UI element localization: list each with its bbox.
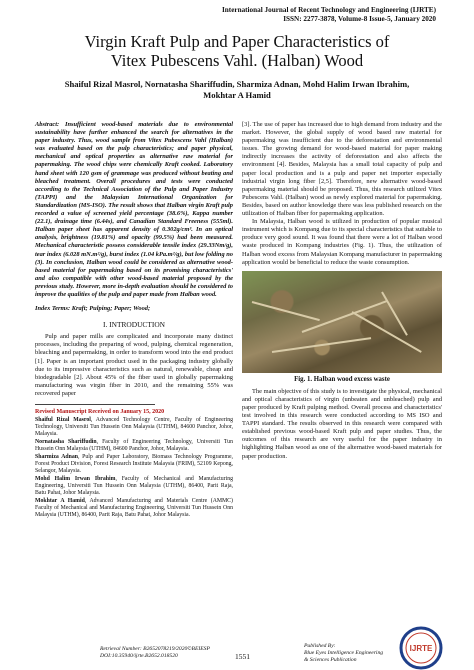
affiliation-item xyxy=(35,498,233,519)
paper-title xyxy=(30,32,444,70)
paper-title-line-1: Virgin Kraft Pulp and Paper Characteristics of xyxy=(84,32,390,51)
paper-title-line-2: Vitex Pubescens Vahl. (Halban) Wood xyxy=(110,51,364,70)
wood-branch xyxy=(252,301,320,321)
abstract-label: Abstract: xyxy=(35,121,60,128)
affiliation-list xyxy=(35,417,233,519)
right-paragraph-1: [3]. The use of paper has increased due to high demand from industry and the market. However, the global supply of wood based raw material for papermaking was insufficient due to the deforestation and environmental issues. The growing demand for wood-based material for paper making indirectly increases the activity of deforestation and also affects the environment [4]. Besides, Malaysia has a small total capacity of pulp and paper local production and is a pulp and paper net importer especially industrial virgin long fiber [2,5]. Therefore, new alternative wood-based papermaking material should be proposed. Thus, this research utilized Vitex Pubescens Vahl. (Halban) wood as newly explored material for papermaking. Besides, based on author knowledge there was less published research on the utilization of Halban fiber for papermaking application. xyxy=(242,121,442,218)
publisher-line-1: Blue Eyes Intelligence Engineering xyxy=(304,650,384,656)
affiliation-text: , Faculty of Engineering Technology, Universiti Tun Hussein Onn Malaysia (UTHM), 84600 Panchor, Johor, Malaysia. xyxy=(35,439,233,453)
figure-halban-wood-image xyxy=(242,271,442,373)
published-by-label: Published By: xyxy=(304,643,336,649)
figure-caption: Fig. 1. Halban wood excess waste xyxy=(294,375,390,383)
wood-branch xyxy=(352,311,422,353)
wood-branch xyxy=(302,300,387,333)
footer-publisher xyxy=(304,643,383,664)
author-line-2: Mokhtar A Hamid xyxy=(203,89,271,100)
affiliation-author-name: Mohd Halim Irwan Ibrahim xyxy=(35,476,116,483)
affiliation-text: , Pulp and Paper Laboratory, Biomass Technology Programme, Forest Product Division, Forest Research Institute Malaysia (FRIM), 52109 Kepong, Selangor, Malaysia. xyxy=(35,454,233,475)
author-line-1: Shaiful Rizal Masrol, Nornatasha Shariffudin, Sharmiza Adnan, Mohd Halim Irwan Ibrahim, xyxy=(64,79,410,89)
affiliation-text: , Faculty of Mechanical and Manufacturing Engineering, Universiti Tun Hussein Onn Malaysia (UTHM), 86400, Parit Raja, Batu Pahat, Johor Malaysia. xyxy=(35,476,233,497)
right-column xyxy=(242,121,442,461)
left-column xyxy=(35,121,233,519)
journal-header xyxy=(222,6,436,24)
abstract-text: Insufficient wood-based materials due to environmental sustainability have further enhanced the search for alternatives in the paper industry. Thus, wood sample from Vitex Pubescens Vahl (Halban) was evaluated based on the pulp characteristics; and paper physical, mechanical and optical properties as alternative raw material for papermaking. The wood chips were chemically Kraft cooked. Laboratory hand sheet with 120 gsm of grammage was produced without beating and bleached treatment. Overall procedures and tests were conducted according to the Technical Association of the Pulp and Paper Industry (TAPPI) and the Malaysian International Organization for Standardization (MS-ISO). The result shows that Halban virgin Kraft pulp recorded a value of screened yield percentage (38.6%), Kappa number (22.1), drainage time (6.44s), and Canadian Standard Freeness (555ml). Halban paper sheet has apparent density of 0.302g/cm³. In an optical analysis, brightness (19.81%) and opacity (99.5%) had been measured. Mechanical characteristic possess considerable tensile index (29.33Nm/g), tear index (6.028 mN.m²/g), burst index (1.04 kPa.m²/g), but low folding no (3). In conclusion, Halban wood could be considered as alternative wood-based material for papermaking based on its promising characteristics' and also compatible with other wood-based material proposed by the previous study. However, more in-depth evaluation should be considered to improve the qualities of the pulp and paper made from Halban wood. xyxy=(35,121,233,298)
affiliation-item xyxy=(35,439,233,453)
journal-issn: ISSN: 2277-3878, Volume-8 Issue-5, January 2020 xyxy=(283,15,436,23)
abstract xyxy=(35,121,233,299)
revised-manuscript-note: Revised Manuscript Received on January 15, 2020 xyxy=(35,409,165,415)
affiliation-item xyxy=(35,417,233,438)
retrieval-number: Retrieval Number: B2652078219/2020©BEIESP xyxy=(100,646,210,652)
affiliation-author-name: Nornatasha Shariffudin xyxy=(35,439,97,446)
footer-retrieval-info xyxy=(100,646,210,660)
affiliation-text: , Advanced Technology Centre, Faculty of Engineering Technology, Universiti Tun Hussein Onn Malaysia (UTHM), 84600 Panchor, Johor, Malaysia. xyxy=(35,417,233,438)
affiliation-author-name: Shaiful Rizal Masrol xyxy=(35,417,91,424)
introduction-paragraph: Pulp and paper mills are complicated and incorporate many distinct processes, including the preparing of wood, pulping, chemical regeneration, bleaching and papermaking, in order to transform wood into the end product [1]. Paper is an important product used in the packaging industry globally due to its impressive characteristics such as natural, renewable, cheap and biodegradable [2]. About 45% of the fiber used in globally papermaking manufacturing was virgin fiber in 2010, and the remaining 55% was recovered paper xyxy=(35,333,233,397)
affiliation-author-name: Mokhtar A Hamid xyxy=(35,498,85,505)
affiliation-author-name: Sharmiza Adnan xyxy=(35,454,78,461)
footnote-divider xyxy=(35,404,155,405)
ijrte-logo-icon xyxy=(398,626,444,670)
wood-branch xyxy=(272,337,371,353)
author-list xyxy=(40,79,434,100)
affiliation-text: , Advanced Manufacturing and Materials Centre (AMMC) Faculty of Mechanical and Manufacturing Engineering, Universiti Tun Hussein Onn Malaysia (UTHM), 86400, Parit Raja, Batu Pahat, Johor Malaysia. xyxy=(35,498,233,519)
section-heading-introduction: I. INTRODUCTION xyxy=(103,320,165,330)
journal-name: International Journal of Recent Technology and Engineering (IJRTE) xyxy=(222,6,436,14)
logo-text: IJRTE xyxy=(409,644,433,653)
doi: DOI:10.35940/ijrte.B2652.018520 xyxy=(100,653,178,659)
right-paragraph-3: The main objective of this study is to investigate the physical, mechanical and optical characteristics of virgin (unbeaten and unbleached) pulp and paper produced by Kraft pulping method. Overall process and characteristics' test involved in this research were conducted according to MS ISO and TAPPI standard. The results observed in this research were compared with established previous wood-based Kraft pulp and paper studies. Thus, the outcomes of this research are very useful for the paper industry in highlighting Halban wood as one of the alternative wood-based materials for paper production. xyxy=(242,387,442,460)
wood-branch xyxy=(381,291,408,335)
page-number: 1551 xyxy=(235,652,250,661)
right-paragraph-2: In Malaysia, Halban wood is utilized in production of popular musical instrument which is Kompang due to its special characteristics that suitable to produce very good sound. It was found that there were a lot of Halban wood waste produced in Kompang industries (Fig. 1). Thus, the utilization of Halban wood excess from Malaysian Kompang manufacturer in papermaking application would be beneficial to reduce the waste consumption. xyxy=(242,218,442,266)
affiliation-item xyxy=(35,454,233,475)
publisher-line-2: & Sciences Publication xyxy=(304,657,357,663)
index-terms: Index Terms: Kraft; Pulping; Paper; Wood; xyxy=(35,305,151,313)
affiliation-item xyxy=(35,476,233,497)
